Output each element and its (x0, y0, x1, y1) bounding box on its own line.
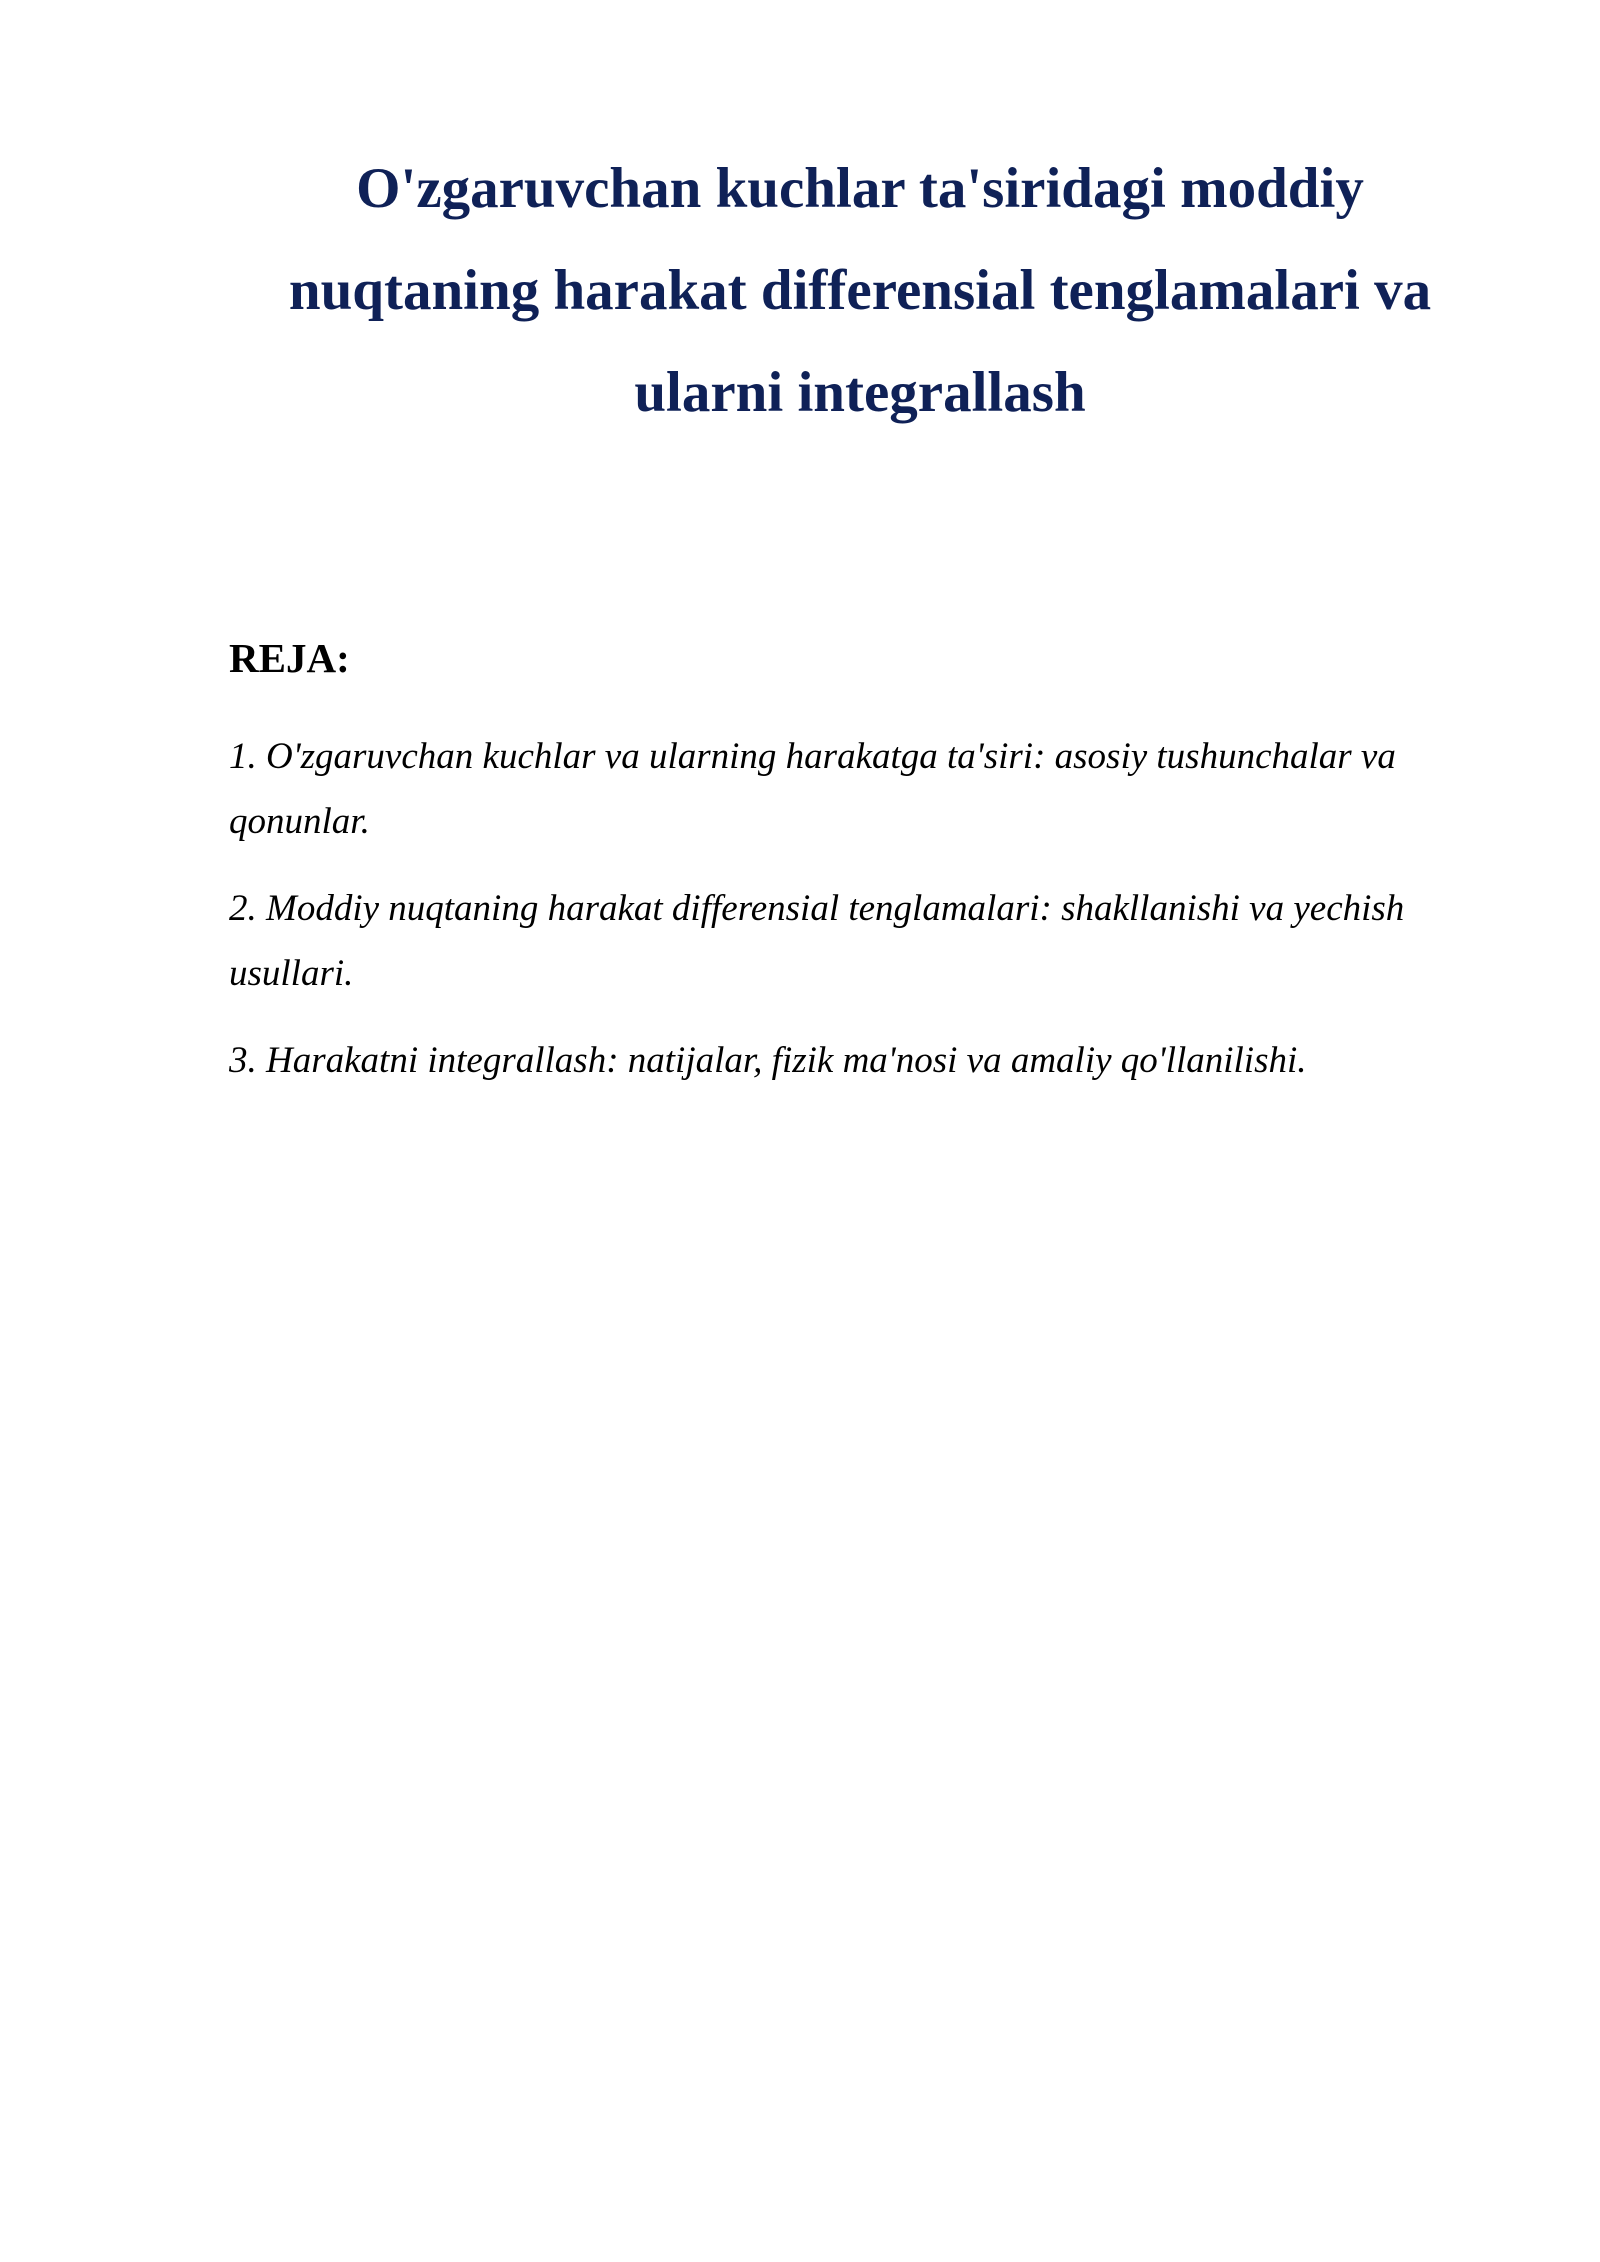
document-title: O'zgaruvchan kuchlar ta'siridagi moddiy nuqtaning harakat differensial tenglamalari va ularni integrallash (288, 157, 1432, 424)
plan-heading: REJA: (229, 635, 350, 681)
plan-item: 2. Moddiy nuqtaning harakat differensial tenglamalari: shakllanishi va yechish usullari. (229, 888, 1405, 994)
plan-list (229, 724, 1469, 1093)
plan-item: 1. O'zgaruvchan kuchlar va ularning harakatga ta'siri: asosiy tushunchalar va qonunlar. (229, 736, 1396, 842)
plan-item: 3. Harakatni integrallash: natijalar, fizik ma'nosi va amaliy qo'llanilishi. (229, 1040, 1307, 1081)
plan-section (229, 626, 1469, 1115)
